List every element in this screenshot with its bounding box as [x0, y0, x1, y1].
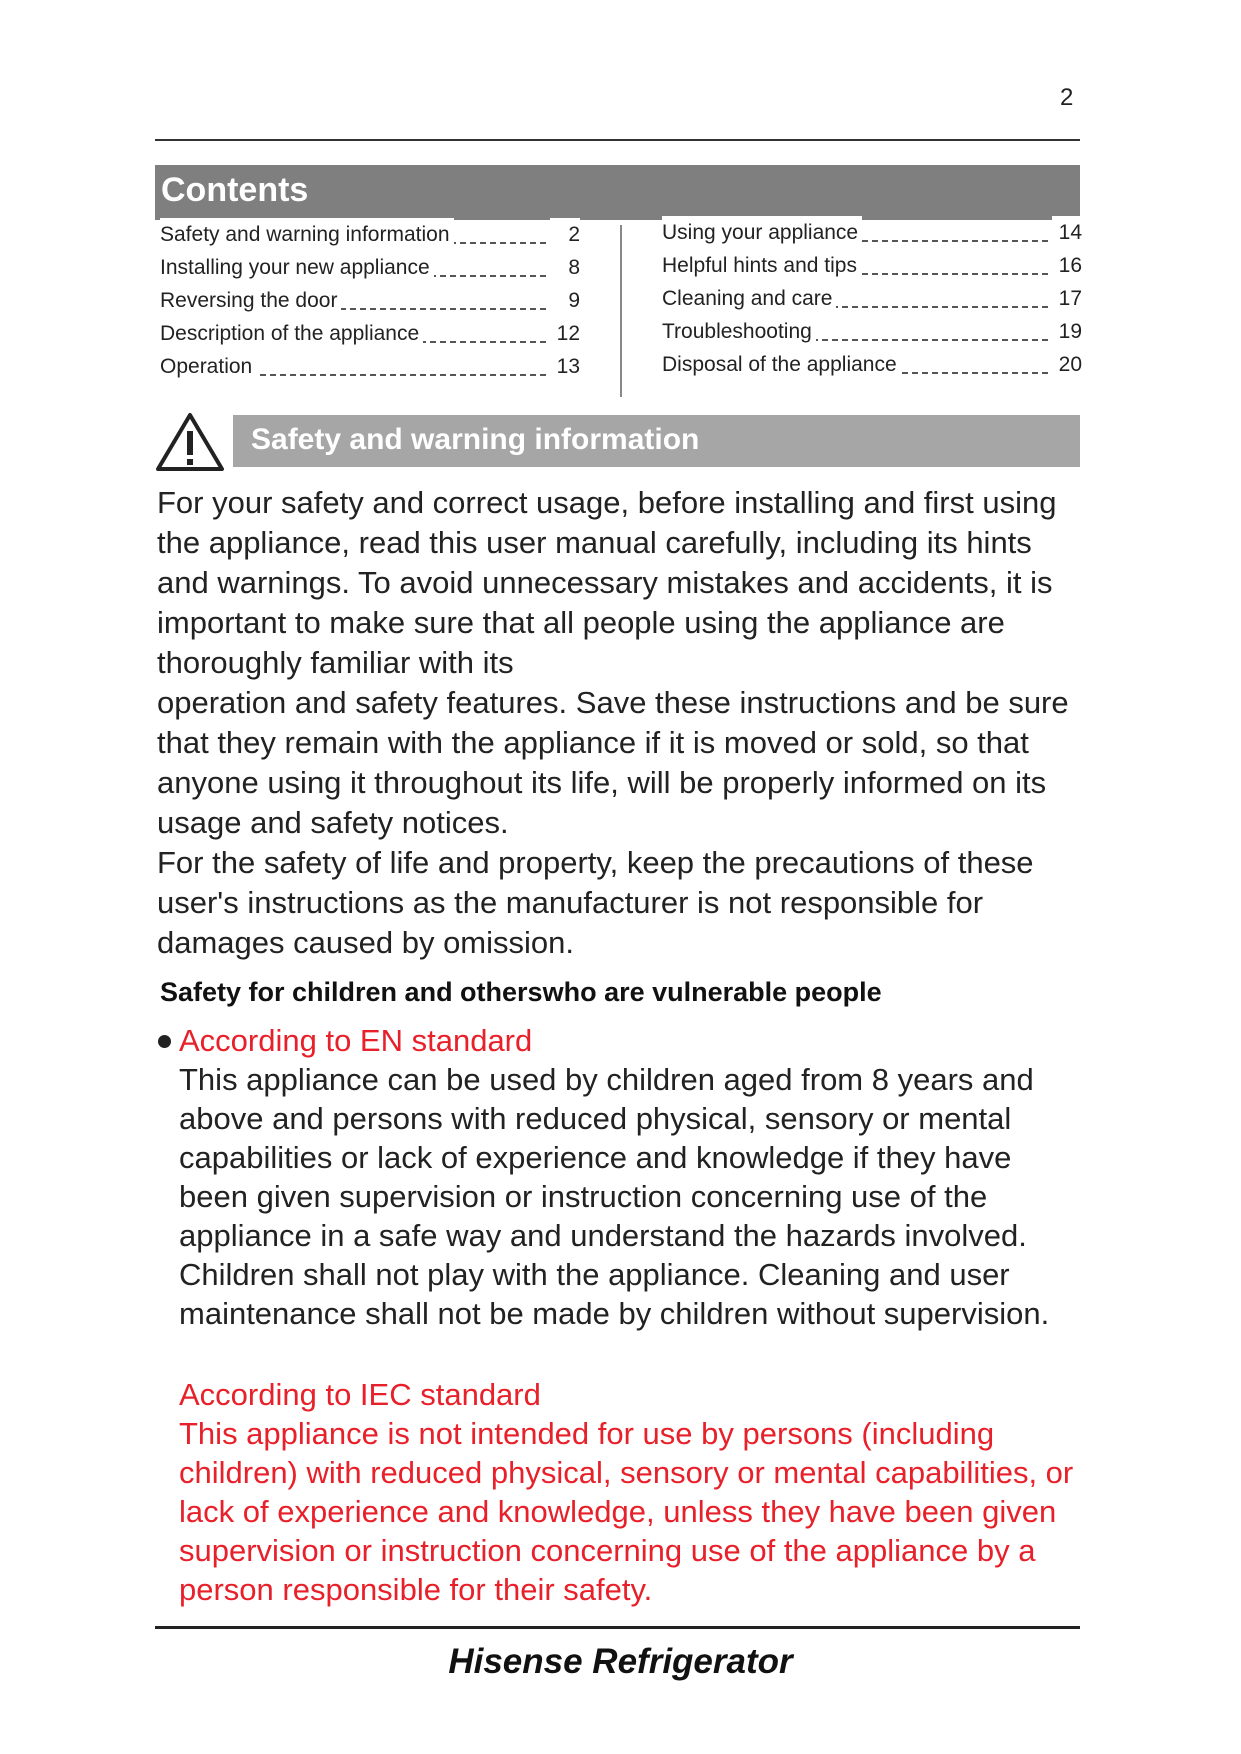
toc-divider [620, 225, 622, 397]
toc-entry-page: 8 [550, 251, 580, 284]
toc-entry-page: 9 [550, 284, 580, 317]
toc-left-column [160, 218, 580, 383]
toc-entry-title: Operation [160, 350, 256, 383]
toc-entry-title: Helpful hints and tips [662, 249, 861, 282]
intro-paragraph: For the safety of life and property, keep the precautions of these user's instructions as the manufacturer is not responsible for damages caused by omission. [157, 845, 1034, 960]
toc-right-column [662, 216, 1082, 381]
iec-standard-heading: According to IEC standard [179, 1377, 541, 1412]
bottom-rule [155, 1626, 1080, 1629]
safety-intro [157, 483, 1087, 963]
toc-entry-page: 12 [550, 317, 580, 350]
toc-entry-title: Cleaning and care [662, 282, 836, 315]
contents-title: Contents [161, 171, 309, 209]
toc-entry[interactable] [662, 315, 1082, 348]
toc-entry[interactable] [160, 317, 580, 350]
toc-entry-title: Reversing the door [160, 284, 341, 317]
footer-brand: Hisense Refrigerator [448, 1642, 793, 1681]
iec-standard-text: This appliance is not intended for use by persons (including children) with reduced physical, sensory or mental capabilities, or lack of experience and knowledge, unless they have been given supervision or instruction concerning use of the appliance by a person responsible for their safety. [179, 1416, 1074, 1607]
toc-entry-page: 14 [1052, 216, 1082, 249]
toc-entry[interactable] [662, 348, 1082, 381]
toc-entry-page: 2 [550, 218, 580, 251]
en-standard-heading: According to EN standard [179, 1023, 533, 1058]
toc-entry-title: Troubleshooting [662, 315, 816, 348]
toc-entry[interactable] [662, 216, 1082, 249]
top-rule [155, 139, 1080, 141]
toc-entry-page: 20 [1052, 348, 1082, 381]
toc-entry-page: 13 [550, 350, 580, 383]
toc-entry-page: 19 [1052, 315, 1082, 348]
toc-entry[interactable] [662, 282, 1082, 315]
bullet-icon [158, 1035, 171, 1048]
safety-section-title: Safety and warning information [251, 423, 700, 456]
toc-entry-title: Safety and warning information [160, 218, 454, 251]
toc-entry-page: 17 [1052, 282, 1082, 315]
children-safety-subheading: Safety for children and otherswho are vulnerable people [160, 977, 882, 1007]
toc-entry[interactable] [160, 218, 580, 251]
intro-paragraph: For your safety and correct usage, before installing and first using the appliance, read this user manual carefully, including its hints and warnings. To avoid unnecessary mistakes and accidents, it is important to make sure that all people using the appliance are thoroughly familiar with its [157, 485, 1057, 680]
toc-entry[interactable] [160, 284, 580, 317]
toc-entry[interactable] [662, 249, 1082, 282]
en-standard-text: This appliance can be used by children aged from 8 years and above and persons with reduced physical, sensory or mental capabilities or lack of experience and knowledge if they have been given supervision or instruction concerning use of the appliance in a safe way and understand the hazards involved. Children shall not play with the appliance. Cleaning and user maintenance shall not be made by children without supervision. [179, 1062, 1050, 1331]
intro-paragraph: operation and safety features. Save these instructions and be sure that they remain with the appliance if it is moved or sold, so that anyone using it throughout its life, will be properly informed on its usage and safety notices. [157, 685, 1069, 840]
toc-entry-title: Installing your new appliance [160, 251, 434, 284]
toc-entry-page: 16 [1052, 249, 1082, 282]
toc-entry-title: Description of the appliance [160, 317, 423, 350]
page-number: 2 [1060, 84, 1074, 111]
toc-entry[interactable] [160, 350, 580, 383]
toc-entry[interactable] [160, 251, 580, 284]
toc-entry-title: Using your appliance [662, 216, 862, 249]
warning-triangle-icon [155, 412, 225, 472]
toc-entry-title: Disposal of the appliance [662, 348, 901, 381]
